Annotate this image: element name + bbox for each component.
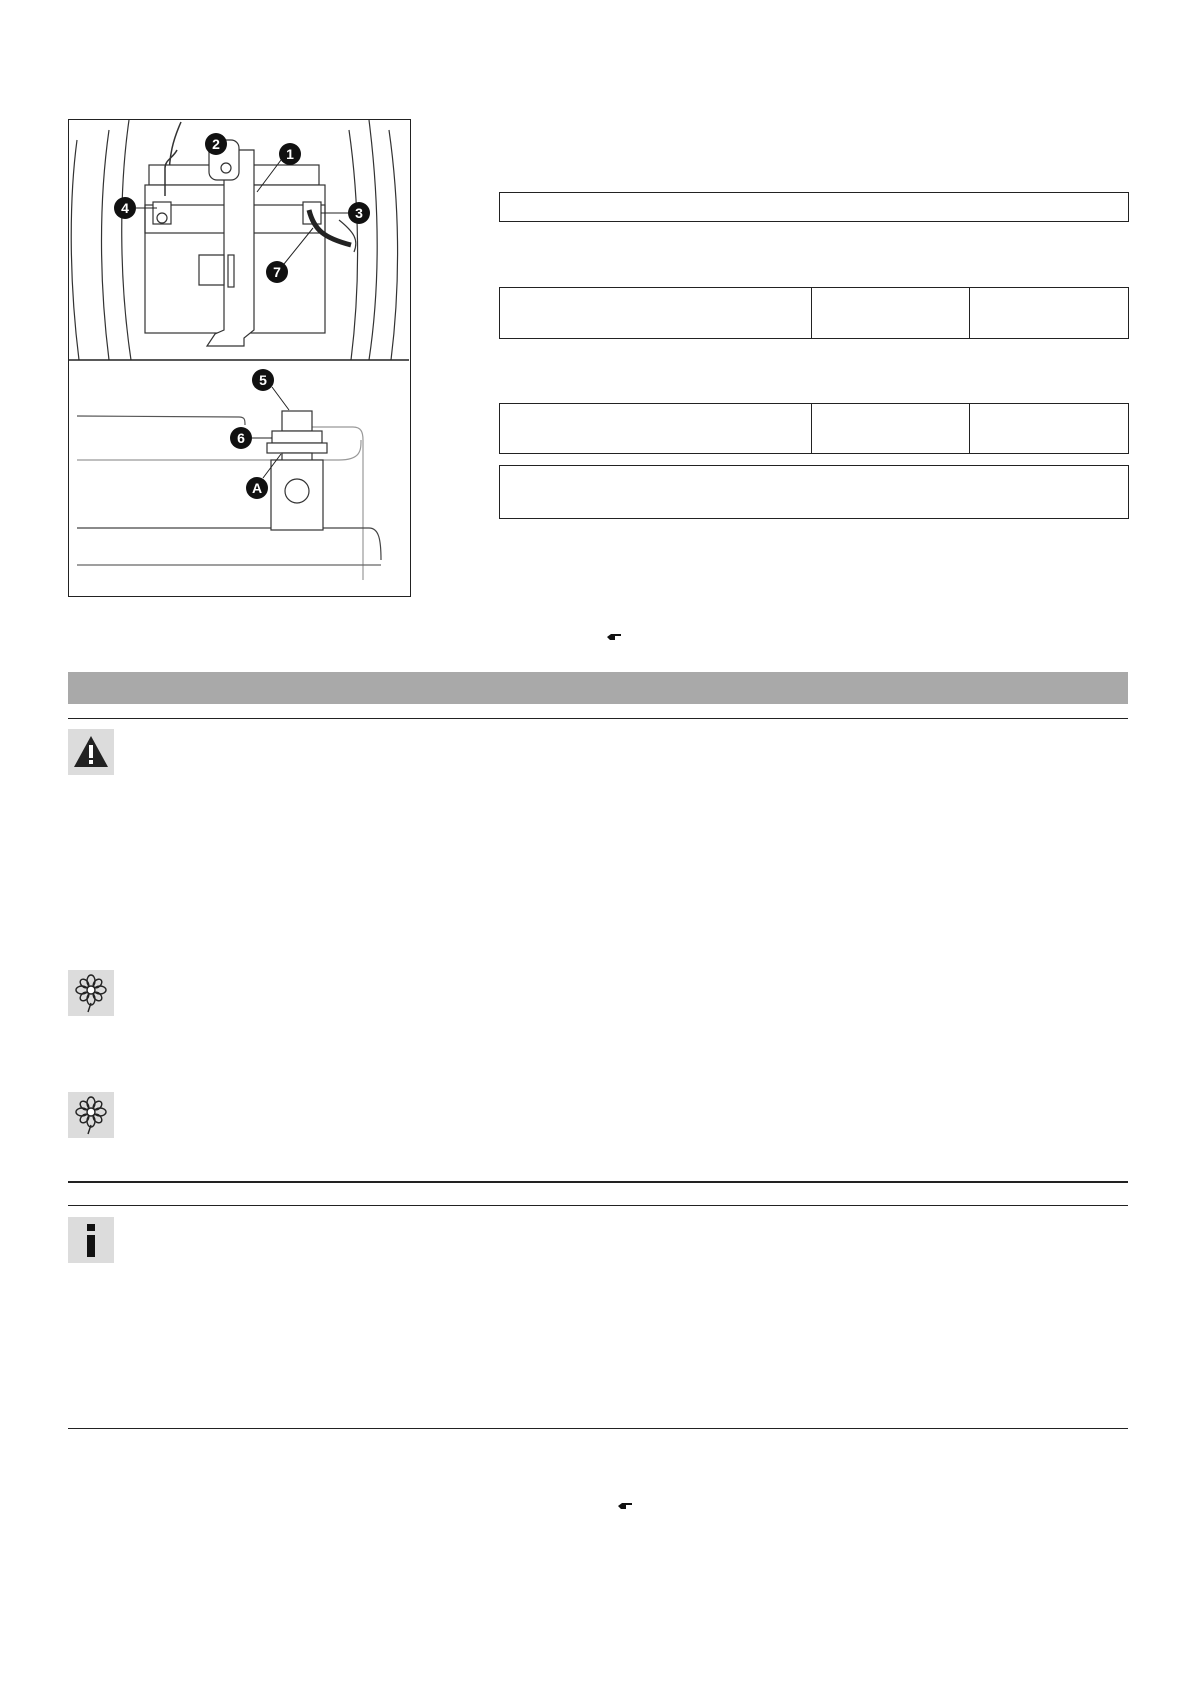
callout-2	[205, 133, 227, 155]
callout-6	[230, 427, 252, 449]
divider-warning-end	[68, 1181, 1128, 1183]
environment-icon-tile-1	[68, 970, 114, 1016]
info-icon-tile	[68, 1217, 114, 1263]
spec-row-1-unit	[969, 287, 1129, 339]
spec-row-1-label	[499, 287, 813, 339]
battery-figure	[68, 119, 411, 597]
battery-top-view	[69, 120, 409, 360]
section-banner	[68, 672, 1128, 704]
callout-7	[266, 261, 288, 283]
spec-box-1	[499, 192, 1129, 222]
callout-3	[348, 202, 370, 224]
divider-info-end	[68, 1428, 1128, 1429]
info-icon	[81, 1221, 101, 1259]
svg-text:1: 1	[286, 146, 294, 162]
battery-terminal-detail	[77, 411, 381, 580]
svg-text:A: A	[251, 480, 263, 496]
environment-icon-tile-2	[68, 1092, 114, 1138]
warning-triangle-icon	[71, 733, 111, 771]
callout-A	[246, 477, 268, 499]
spec-row-1-value	[811, 287, 971, 339]
spec-row-2-unit	[969, 403, 1129, 454]
svg-text:6: 6	[237, 430, 245, 446]
spec-row-2-value	[811, 403, 971, 454]
svg-text:3: 3	[355, 205, 363, 221]
svg-text:2: 2	[212, 136, 220, 152]
divider-info-start	[68, 1205, 1128, 1206]
svg-text:7: 7	[273, 264, 281, 280]
flower-icon	[73, 1095, 109, 1135]
divider-top	[68, 718, 1128, 719]
flower-icon	[73, 973, 109, 1013]
pointing-hand-icon	[606, 631, 622, 645]
pointing-hand-icon	[617, 1500, 633, 1514]
warning-icon-tile	[68, 729, 114, 775]
spec-row-2-label	[499, 403, 813, 454]
callout-1	[279, 143, 301, 165]
callout-4	[114, 197, 136, 219]
callout-5	[252, 369, 274, 391]
svg-text:4: 4	[121, 200, 129, 216]
svg-text:5: 5	[259, 372, 267, 388]
spec-note-box	[499, 465, 1129, 519]
